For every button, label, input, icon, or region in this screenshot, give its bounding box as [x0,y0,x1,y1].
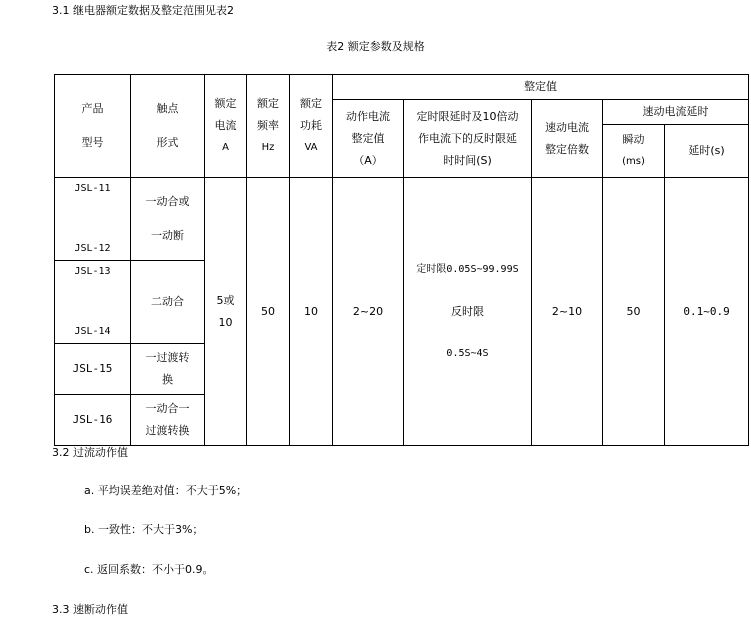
header-rated-frequency: 额定 频率 Hz [247,75,290,178]
table-row-contact: 二动合 [131,261,205,344]
value-instant: 50 [603,178,665,446]
table-row-model: JSL-11 JSL-12 [55,178,131,261]
section-3-1-heading: 3.1 继电器额定数据及整定范围见表2 [52,4,234,17]
header-contact: 触点 形式 [131,75,205,178]
header-setting-value: 整定值 [333,75,749,100]
header-rated-current: 额定 电流 A [205,75,247,178]
header-quick-current-delay: 速动电流延时 [603,100,749,125]
list-item-c: c. 返回系数：不小于0.9。 [84,563,214,576]
header-rated-power: 额定 功耗 VA [290,75,333,178]
value-operating-current: 2~20 [333,178,404,446]
rated-parameters-table [54,74,749,446]
value-delay-time: 定时限0.05S~99.99S 反时限 0.5S~4S [404,178,532,446]
header-instant: 瞬动 (ms) [603,125,665,178]
section-3-2-heading: 3.2 过流动作值 [52,446,128,459]
section-3-3-heading: 3.3 速断动作值 [52,603,128,616]
value-rated-current: 5或 10 [205,178,247,446]
value-quick-multiple: 2~10 [532,178,603,446]
header-model: 产品 型号 [55,75,131,178]
table-caption: 表2 额定参数及规格 [326,40,425,53]
header-quick-current-multiple: 速动电流 整定倍数 [532,100,603,178]
table-row-contact: 一动合一 过渡转换 [131,395,205,446]
header-delay-time: 定时限延时及10倍动 作电流下的反时限延 时时间(S) [404,100,532,178]
value-delay-seconds: 0.1~0.9 [665,178,749,446]
list-item-a: a. 平均误差绝对值：不大于5%； [84,484,248,497]
list-item-b: b. 一致性：不大于3%； [84,523,204,536]
value-rated-frequency: 50 [247,178,290,446]
header-operating-current: 动作电流 整定值 （A） [333,100,404,178]
value-rated-power: 10 [290,178,333,446]
table-row-contact: 一动合或 一动断 [131,178,205,261]
table-row-contact: 一过渡转 换 [131,344,205,395]
table-row-model: JSL-16 [55,395,131,446]
table-row-model: JSL-13 JSL-14 [55,261,131,344]
header-delay-seconds: 延时(s) [665,125,749,178]
table-row-model: JSL-15 [55,344,131,395]
